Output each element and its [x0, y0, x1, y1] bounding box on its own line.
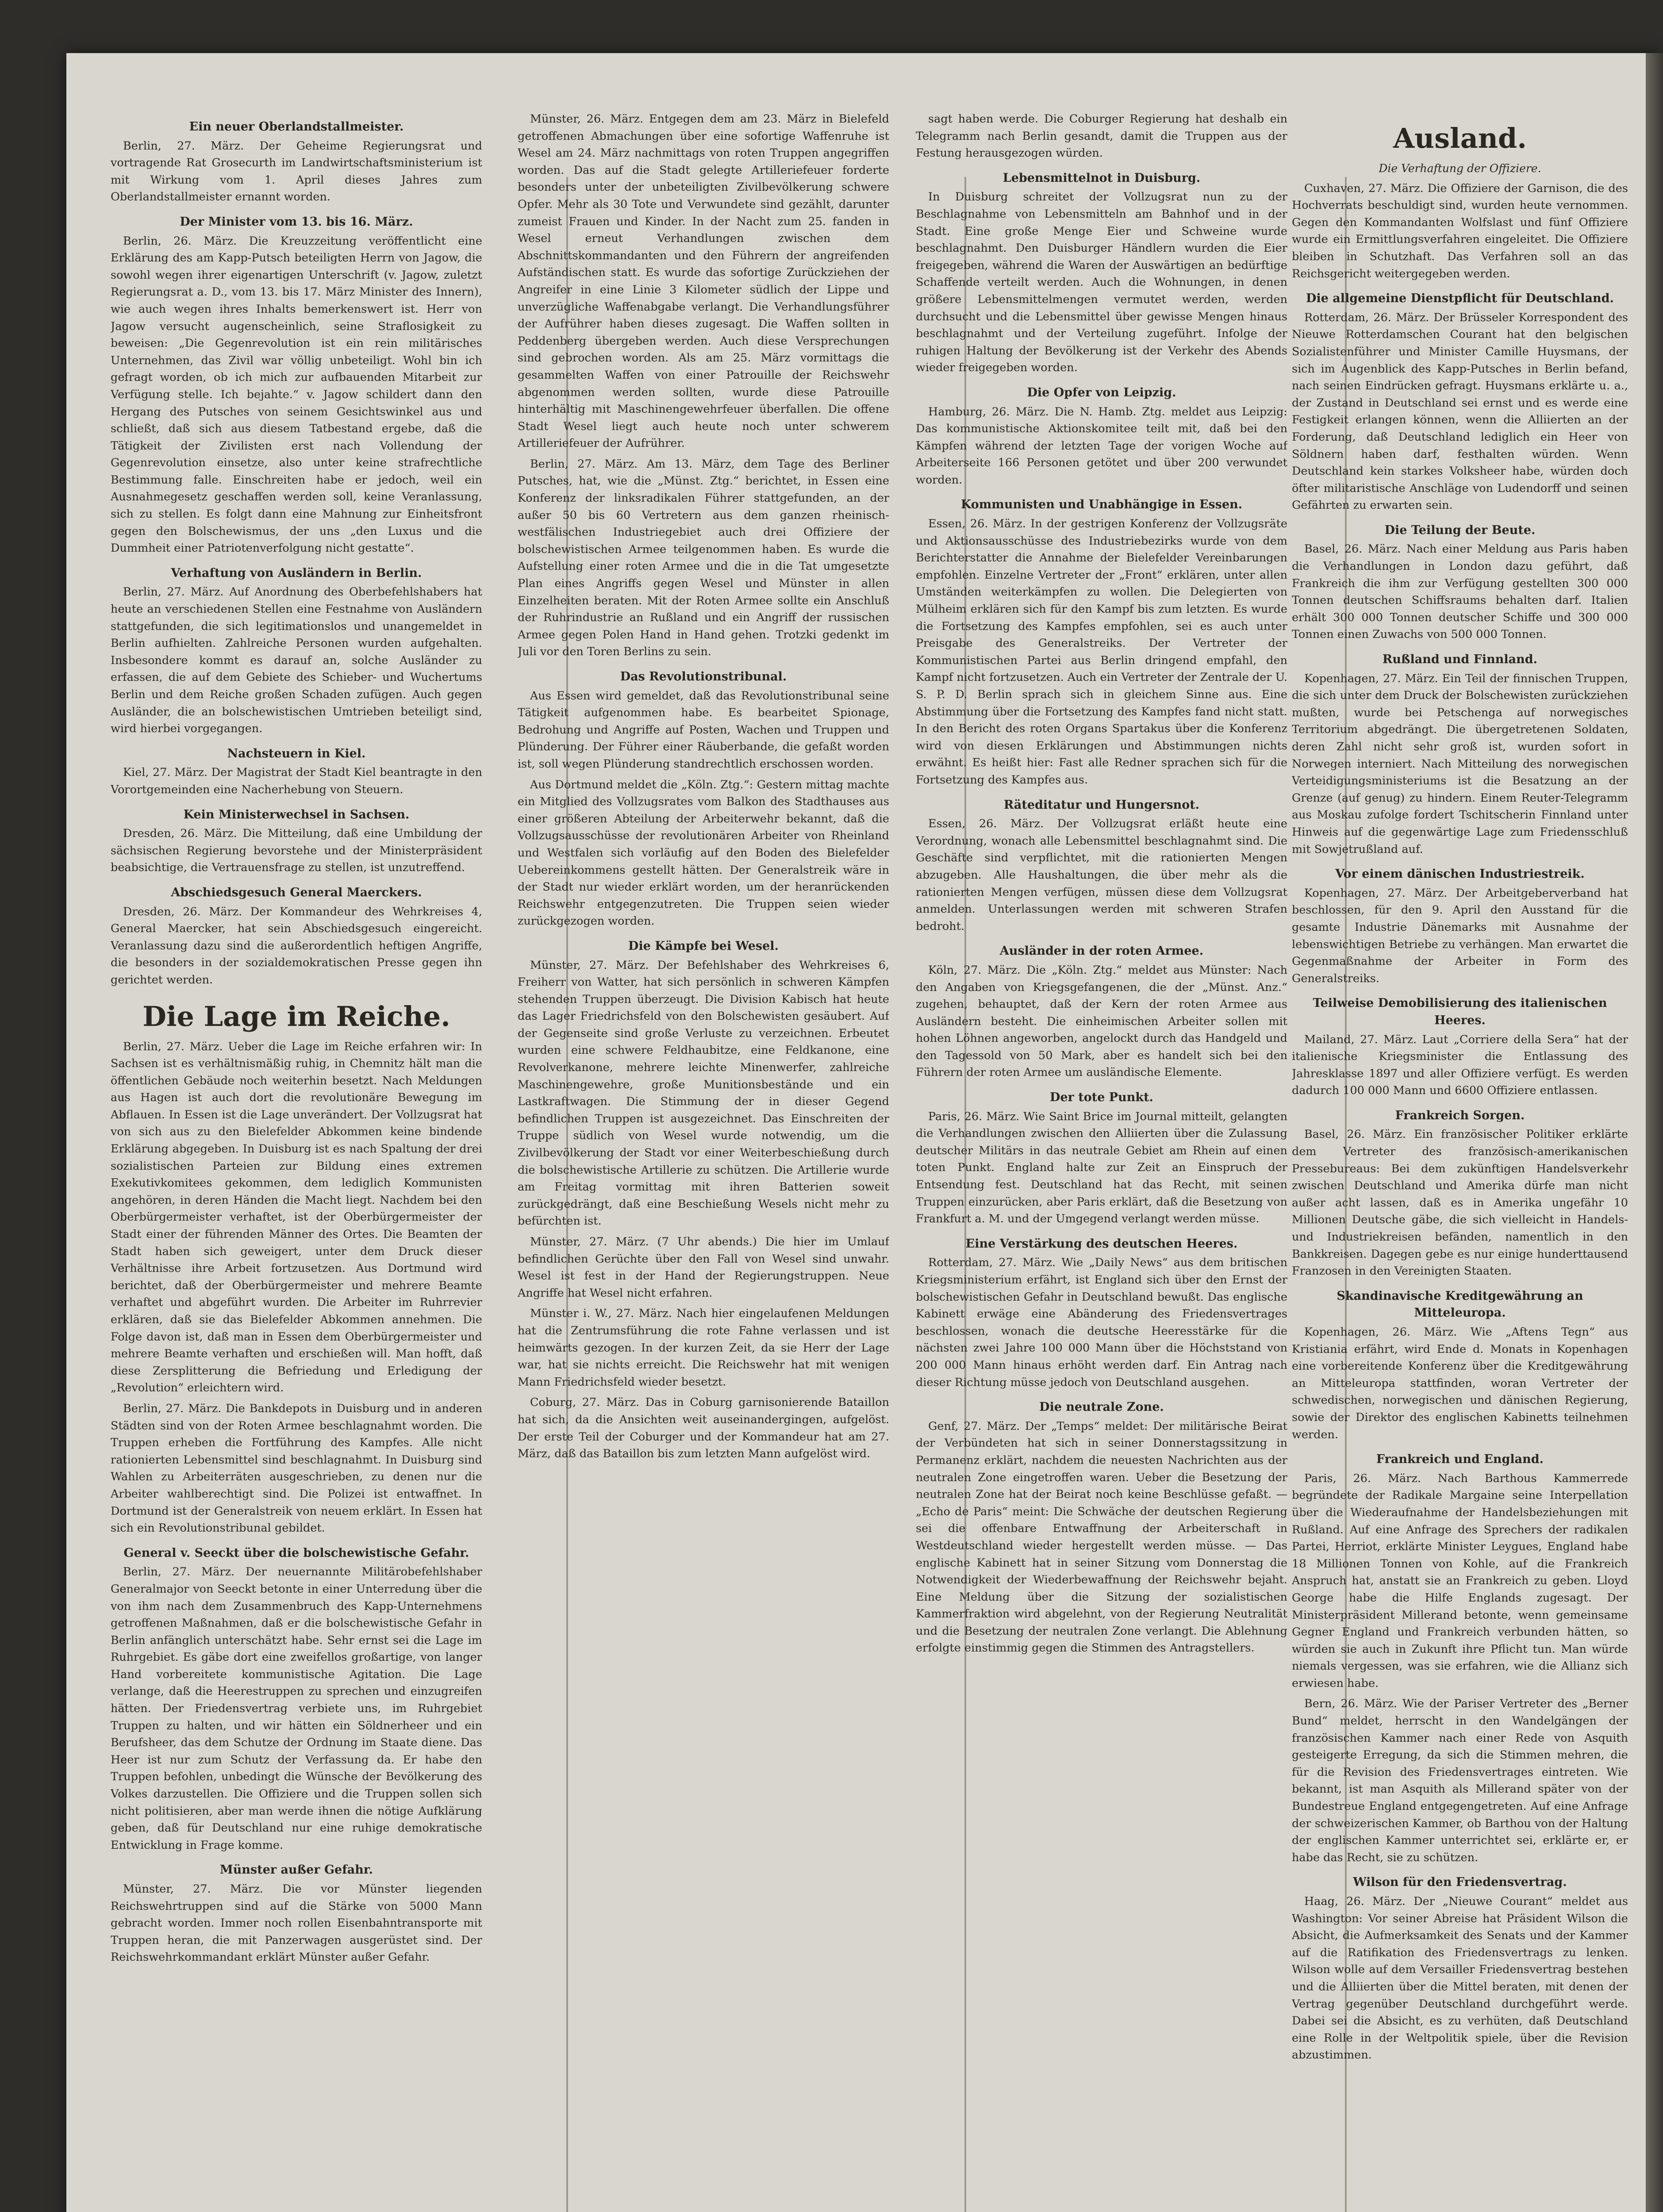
article-paragraph: sagt haben werde. Die Coburger Regierung hat deshalb ein Telegramm nach Berlin gesandt, damit die Truppen aus der Festung herausgezogen würden.	[916, 112, 1287, 160]
article-paragraph: Hamburg, 26. März. Die N. Hamb. Ztg. meldet aus Leipzig: Das kommunistische Aktionskomitee teilt mit, daß bei den Kämpfen während der letzten Tage der vorigen Woche auf Arbeiterseite 166 Personen getötet und über 200 verwundet worden.	[916, 405, 1287, 487]
article-headline: Ein neuer Oberlandstallmeister.	[189, 120, 404, 134]
article-headline: Verhaftung von Ausländern in Berlin.	[171, 566, 422, 580]
article-headline: Die allgemeine Dienstpflicht für Deutschland.	[1306, 292, 1614, 306]
article-paragraph: Rotterdam, 26. März. Der Brüsseler Korrespondent des Nieuwe Rotterdamschen Courant hat den belgischen Sozialistenführer und Minister Camille Huysmans, der sich im Augenblick des Kapp-Putsches in Berlin befand, nach seinen Eindrücken gefragt. Huysmans erklärte u. a., der Zustand in Deutschland sei ernst und es werde eine Festigkeit erlangen können, wenn die Alliierten an der Forderung, daß Deutschland lediglich ein Heer von Söldnern haben darf, festhalten würden. Wenn Deutschland kein starkes Volksheer habe, würden doch öfter militaristische Anschläge von Ludendorff und seinen Gefährten zu erwarten sein.	[1292, 311, 1628, 512]
article-paragraph: Köln, 27. März. Die „Köln. Ztg.“ meldet aus Münster: Nach den Angaben von Kriegsgefangenen, die der „Münst. Anz.“ zugehen, behauptet, daß der Kern der roten Armee aus Ausländern besteht. Die einheimischen Arbeiter sollen mit hohen Löhnen angeworben, angelockt durch das Handgeld und den Tagessold von 50 Mark, aber es handelt sich bei den Führern der roten Armee um ausländische Elemente.	[916, 963, 1287, 1079]
article-paragraph: Dresden, 26. März. Die Mitteilung, daß eine Umbildung der sächsischen Regierung bevorstehe und der Ministerpräsident beabsichtige, die Vertrauensfrage zu stellen, ist unzutreffend.	[111, 827, 482, 875]
article-paragraph: Münster, 27. März. Der Befehlshaber des Wehrkreises 6, Freiherr von Watter, hat sich persönlich in schweren Kämpfen stehenden Truppen überzeugt. Die Division Kabisch hat heute das Lager Friedrichsfeld von den Bolschewisten gesäubert. Auf der Gegenseite sind große Verluste zu verzeichnen. Erbeutet wurden eine schwere Feldhaubitze, eine Feldkanone, eine Revolverkanone, mehrere leichte Minenwerfer, zahlreiche Maschinengewehre, große Munitionsbestände und ein Lastkraftwagen. Die Stimmung der in dieser Gegend befindlichen Truppen ist ausgezeichnet. Das Einschreiten der Truppe südlich von Wesel wurde notwendig, um die Zivilbevölkerung der Stadt vor einer Weiterbeschießung durch die bolschewistische Artillerie zu schützen. Die Artillerie wurde am Freitag vormittag mit ihren Batterien soweit zurückgedrängt, daß eine Beschießung Wesels nicht mehr zu befürchten ist.	[518, 958, 889, 1228]
article-headline: Münster außer Gefahr.	[219, 1863, 373, 1877]
article-paragraph: Berlin, 27. März. Der Geheime Regierungsrat und vortragende Rat Grosecurth im Landwirtschaftsministerium ist mit Wirkung vom 1. April dieses Jahres zum Oberlandstallmeister ernannt worden.	[111, 139, 482, 204]
article-headline: Eine Verstärkung des deutschen Heeres.	[965, 1237, 1238, 1251]
article-headline: Ausländer in der roten Armee.	[999, 944, 1204, 958]
article-headline: Der Minister vom 13. bis 16. März.	[180, 215, 413, 229]
article-headline: Skandinavische Kreditgewährung an Mitteleuropa.	[1337, 1289, 1583, 1320]
article-headline: Lebensmittelnot in Duisburg.	[1002, 171, 1201, 185]
article-paragraph: Cuxhaven, 27. März. Die Offiziere der Garnison, die des Hochverrats beschuldigt sind, wurden heute vernommen. Gegen den Kommandanten Wolfslast und fünf Offiziere wurde ein Ermittlungsverfahren eingeleitet. Die Offiziere bleiben in Schutzhaft. Das Verfahren soll an das Reichsgericht weitergegeben werden.	[1292, 181, 1628, 280]
column-2	[518, 111, 889, 2212]
article-paragraph: Haag, 26. März. Der „Nieuwe Courant“ meldet aus Washington: Vor seiner Abreise hat Präsident Wilson die Absicht, die Aufmerksamkeit des Senats und der Kammer auf die Ratifikation des Friedensvertrags zu lenken. Wilson wolle auf dem Versailler Friedensvertrag bestehen und die Alliierten über die Mittel beraten, mit denen der Vertrag gegenüber Deutschland durchgeführt werde. Dabei sei die Absicht, es zu verhüten, daß Deutschland eine Rolle in der Weltpolitik spiele, über die Revision abzustimmen.	[1292, 1895, 1628, 2062]
article-headline: Die neutrale Zone.	[1039, 1400, 1164, 1414]
article-paragraph: Kopenhagen, 27. März. Der Arbeitgeberverband hat beschlossen, für den 9. April den Ausstand für die gesamte Industrie Dänemarks mit Ausnahme der lebenswichtigen Betriebe zu verhängen. Man erwartet die Gegenmaßnahme der Arbeiter in Form des Generalstreiks.	[1292, 886, 1628, 985]
article-headline: Räteditatur und Hungersnot.	[1003, 798, 1200, 812]
article-paragraph: Paris, 26. März. Nach Barthous Kammerrede begründete der Radikale Margaine seine Interpellation über die Wiederaufnahme der Handelsbeziehungen mit Rußland. Auf eine Anfrage des Sprechers der radikalen Partei, Herriot, erklärte Minister Leygues, England habe 18 Millionen Tonnen von Kohle, auf die Frankreich Anspruch hat, anstatt sie an Frankreich zu geben. Lloyd George habe die Hilfe Englands zugesagt. Der Ministerpräsident Millerand betonte, wenn gemeinsame Gegner England und Frankreich verbunden hätten, so würden sie auch in Zukunft ihre Pflicht tun. Man würde niemals vergessen, was sie erfahren, wie die Allianz sich erwiesen habe.	[1292, 1471, 1628, 1690]
article-headline: Kein Ministerwechsel in Sachsen.	[183, 807, 410, 822]
article-headline: Die Opfer von Leipzig.	[1027, 385, 1176, 399]
article-paragraph: Münster, 27. März. Die vor Münster liegenden Reichswehrtruppen sind auf die Stärke von 5000 Mann gebracht worden. Immer noch rollen Eisenbahntransporte mit Truppen heran, die mit Panzerwagen ausgerüstet sind. Der Reichswehrkommandant erklärt Münster außer Gefahr.	[111, 1882, 482, 1964]
article-paragraph: Münster, 27. März. (7 Uhr abends.) Die hier im Umlauf befindlichen Gerüchte über den Fall von Wesel sind unwahr. Wesel ist fest in der Hand der Regierungstruppen. Neue Angriffe hat Wesel nicht erfahren.	[518, 1235, 889, 1300]
article-headline: General v. Seeckt über die bolschewistische Gefahr.	[123, 1546, 469, 1560]
article-paragraph: Aus Essen wird gemeldet, daß das Revolutionstribunal seine Tätigkeit aufgenommen habe. Es bearbeitet Spionage, Bedrohung und Angriffe auf Posten, Wachen und Truppen und Plünderung. Der Führer einer Räuberbande, die gefaßt worden ist, soll wegen Plünderung standrechtlich erschossen worden.	[518, 689, 889, 771]
article-paragraph: Kopenhagen, 26. März. Wie „Aftens Tegn“ aus Kristiania erfährt, wird Ende d. Monats in Kopenhagen eine vorbereitende Konferenz über die Kreditgewährung an Mitteleuropa stattfinden, woran Vertreter der schwedischen, norwegischen und dänischen Regierung, sowie der Direktor des englischen Kabinetts teilnehmen werden.	[1292, 1325, 1628, 1441]
column-4	[1292, 111, 1628, 2212]
article-paragraph: Berlin, 26. März. Die Kreuzzeitung veröffentlicht eine Erklärung des am Kapp-Putsch beteiligten Herrn von Jagow, die sowohl wegen ihrer eigenartigen Unterschrift (v. Jagow, zuletzt Regierungsrat a. D., vom 13. bis 17. März Minister des Innern), wie auch wegen ihres Inhalts bemerkenswert ist. Herr von Jagow versucht augenscheinlich, seine Straflosigkeit zu beweisen: „Die Gegenrevolution ist ein rein militärisches Unternehmen, das Zivil war völlig unbeteiligt. Wohl bin ich gefragt worden, ob ich mich zur aufbauenden Mitarbeit zur Verfügung stelle. Ich bejahte.“ v. Jagow schildert dann den Hergang des Putsches von seinem Gesichtswinkel aus und schließt, daß sich aus diesem Tatbestand ergebe, daß die Tätigkeit der Zivilisten erst nach Vollendung der Gegenrevolution einsetze, also unter keine strafrechtliche Bestimmung falle. Einschreiten habe er jedoch, weil ein Ausnahmegesetz geschaffen werden soll, keine Veranlassung, sich zu stellen. Es folgt dann eine Mahnung zur Einheitsfront gegen den Bolschewismus, der uns „den Luxus und die Dummheit einer Patriotenverfolgung nicht gestatte“.	[111, 234, 482, 555]
article-paragraph: Essen, 26. März. In der gestrigen Konferenz der Vollzugsräte und Aktionsausschüsse des Industriebezirks wurde von dem Berichterstatter die Annahme der Bielefelder Vereinbarungen empfohlen. Einzelne Vertreter der „Front“ erklären, unter allen Umständen weiterkämpfen zu wollen. Die Delegierten von Mülheim erklären sich für den Kampf bis zum letzten. Es wurde die Fortsetzung des Kampfes empfohlen, sei es auch unter Preisgabe des Generalstreiks. Der Vertreter der Kommunistischen Partei aus Berlin dringend empfahl, den Kampf nicht fortzusetzen. Auch ein Vertreter der Zentrale der U. S. P. D. Berlin sprach sich in gleichem Sinne aus. Eine Abstimmung über die Fortsetzung des Kampfes fand nicht statt. In den Bericht des roten Organs Spartakus über die Konferenz wird von diesen Erklärungen und Abstimmungen nichts erwähnt. Es heißt hier: Fast alle Redner sprachen sich für die Fortsetzung des Kampfes aus.	[916, 517, 1287, 787]
article-paragraph: Kopenhagen, 27. März. Ein Teil der finnischen Truppen, die sich unter dem Druck der Bolschewisten zurückziehen mußten, wurde bei Petschenga auf norwegisches Territorium abgedrängt. Die übergetretenen Soldaten, deren Zahl nicht sehr groß ist, wurden sofort in Norwegen interniert. Nach Mitteilung des norwegischen Verteidigungsministeriums ist die Besatzung an der Grenze (auf genug) zu hindern. Einem Reuter-Telegramm aus Moskau zufolge fordert Tschitscherin Finnland unter Hinweis auf die gegenwärtige Lage zum Friedensschluß mit Sowjetrußland auf.	[1292, 672, 1628, 856]
article-paragraph: Basel, 26. März. Ein französischer Politiker erklärte dem Vertreter des französisch-amerikanischen Pressebureaus: Bei dem zukünftigen Handelsverkehr zwischen Deutschland und Amerika dürfe man nicht außer acht lassen, daß es in Amerika ungefähr 10 Millionen Deutsche gäbe, die sich vielleicht in Handels- und Industriekreisen befänden, namentlich in den Bankkreisen. Dagegen gebe es nur einige hunderttausend Franzosen in den Vereinigten Staaten.	[1292, 1128, 1628, 1278]
article-paragraph: Dresden, 26. März. Der Kommandeur des Wehrkreises 4, General Maercker, hat sein Abschiedsgesuch eingereicht. Veranlassung dazu sind die außerordentlich heftigen Angriffe, die besonders in der sozialdemokratischen Presse gegen ihn gerichtet werden.	[111, 905, 482, 987]
article-paragraph: Kiel, 27. März. Der Magistrat der Stadt Kiel beantragte in den Vorortgemeinden eine Nacherhebung von Steuern.	[111, 766, 482, 796]
article-headline: Kommunisten und Unabhängige in Essen.	[960, 498, 1243, 512]
article-headline: Der tote Punkt.	[1050, 1091, 1153, 1105]
article-paragraph: Genf, 27. März. Der „Temps“ meldet: Der militärische Beirat der Verbündeten hat sich in seiner Donnerstagssitzung in Permanenz erklärt, nachdem die neuesten Nachrichten aus der neutralen Zone eingetroffen waren. Ueber die Besetzung der neutralen Zone hat der Beirat noch keine Beschlüsse gefaßt. — „Echo de Paris“ meint: Die Schwäche der deutschen Regierung sei die offenbare Entwaffnung der Arbeiterschaft in Westdeutschland wieder hergestellt werden müsse. — Das englische Kabinett hat in seiner Sitzung vom Donnerstag die Notwendigkeit der Wiederbewaffnung der Reichswehr bejaht. Eine Meldung über die Sitzung der sozialistischen Kammerfraktion wird abgelehnt, von der Regierung Neutralität und die Besetzung der neutralen Zone verlangt. Die Ablehnung erfolgte einstimmig gegen die Stimmen des Antragstellers.	[916, 1419, 1287, 1655]
article-headline: Rußland und Finnland.	[1382, 653, 1538, 667]
article-headline: Die Teilung der Beute.	[1384, 523, 1536, 537]
article-paragraph: Mailand, 27. März. Laut „Corriere della Sera“ hat der italienische Kriegsminister die Entlassung des Jahresklasse 1897 und aller Offiziere verfügt. Es werden dadurch 100 000 Mann und 6600 Offiziere entlassen.	[1292, 1033, 1628, 1098]
book-edge	[1646, 53, 1663, 2212]
article-headline: Vor einem dänischen Industriestreik.	[1335, 867, 1585, 881]
article-paragraph: Münster i. W., 27. März. Nach hier eingelaufenen Meldungen hat die Zentrumsführung die rote Fahne verlassen und ist heimwärts gezogen. In der kurzen Zeit, da sie Herr der Lage war, hat sie nichts erreicht. Die Reichswehr hat mit wenigen Mann Friedrichsfeld wieder besetzt.	[518, 1307, 889, 1389]
article-paragraph: Coburg, 27. März. Das in Coburg garnisonierende Bataillon hat sich, da die Ansichten weit auseinandergingen, aufgelöst. Der erste Teil der Coburger und der Kommandeur hat am 27. März, daß das Bataillon bis zum letzten Mann aufgelöst wird.	[518, 1396, 889, 1461]
article-paragraph: Berlin, 27. März. Der neuernannte Militärobefehlshaber Generalmajor von Seeckt betonte in einer Unterredung über die von ihm nach dem Zusammenbruch des Kapp-Unternehmens getroffenen Maßnahmen, daß er die bolschewistische Gefahr in Berlin anfänglich unterschätzt habe. Sehr ernst sei die Lage im Ruhrgebiet. Es gäbe dort eine zweifellos großartige, von langer Hand vorbereitete kommunistische Agitation. Die Lage verlange, daß die Heerestruppen zu sprechen und einzugreifen hätten. Der Friedensvertrag verbiete uns, im Ruhrgebiet Truppen zu halten, und wir hätten ein Söldnerheer und ein Berufsheer, das dem Schutze der Ordnung im Staate diene. Das Heer ist nur zum Schutz der Verfassung da. Er habe den Truppen befohlen, unbedingt die Wünsche der Bevölkerung des Volkes darzustellen. Die Offiziere und die Truppen sollen sich nicht politisieren, aber man werde ihnen die nötige Aufklärung geben, daß für Deutschland nur eine ruhige demokratische Entwicklung in Frage komme.	[111, 1565, 482, 1852]
section-heading: Die Lage im Reiche.	[142, 1000, 450, 1033]
article-headline: Das Revolutionstribunal.	[620, 670, 787, 684]
article-paragraph: Berlin, 27. März. Am 13. März, dem Tage des Berliner Putsches, hat, wie die „Münst. Ztg.“ berichtet, in Essen eine Konferenz der linksradikalen Führer stattgefunden, an der außer 50 bis 60 Vertretern aus dem ganzen rheinisch-westfälischen Industriegebiet auch drei Offiziere der bolschewistischen Armee teilgenommen haben. Es wurde die Aufstellung einer roten Armee und die in die Tat umgesetzte Plan eines Angriffs gegen Wesel und Münster in allen Einzelheiten beraten. Mit der Roten Armee sollte ein Anschluß der Ruhrindustrie an Rußland und ein Angriff der russischen Armee gegen Polen Hand in Hand gehen. Trotzki gedenkt im Juli vor den Toren Berlins zu sein.	[518, 457, 889, 659]
article-headline: Teilweise Demobilisierung des italienischen Heeres.	[1313, 996, 1607, 1027]
article-headline: Wilson für den Friedensvertrag.	[1353, 1875, 1567, 1889]
article-paragraph: Aus Dortmund meldet die „Köln. Ztg.“: Gestern mittag machte ein Mitglied des Vollzugsrates vom Balkon des Stadthauses aus einer größeren Abteilung der Arbeiterwehr bekannt, daß die Vollzugsausschüsse der revolutionären Arbeiter von Rheinland und Westfalen sich vorläufig auf den Boden des Bielefelder Uebereinkommens gestellt hätten. Der Generalstreik wäre in der Stadt nur wieder erklärt worden, um der heranrückenden Reichswehr entgegenzutreten. Die Truppen seien wieder zurückgezogen worden.	[518, 778, 889, 928]
column-3	[916, 111, 1287, 2212]
article-paragraph: Berlin, 27. März. Ueber die Lage im Reiche erfahren wir: In Sachsen ist es verhältnismäßig ruhig, in Chemnitz hält man die öffentlichen Gebäude noch weiterhin besetzt. Nach Meldungen aus Hagen ist auch dort die revolutionäre Bewegung im Abflauen. In Essen ist die Lage unverändert. Der Vollzugsrat hat von sich aus zu den Bielefelder Abkommen keine bindende Erklärung abgegeben. In Duisburg ist es nach Spaltung der drei sozialistischen Parteien zur Bildung eines extremen Exekutivkomitees gekommen, dem lediglich Kommunisten angehören, in deren Händen die Macht liegt. Nachdem bei den Oberbürgermeister verhaftet, ist der Oberbürgermeister der Stadt einer der führenden Männer des Ortes. Die Beamten der Stadt haben sich geweigert, unter dem Druck dieser Verhältnisse ihre Arbeit fortzusetzen. Aus Dortmund wird berichtet, daß der Oberbürgermeister und mehrere Beamte verhaftet und abgeführt wurden. Die Arbeiter im Ruhrrevier erklären, daß sie das Bielefelder Abkommen annehmen. Die Folge davon ist, daß man in Essen dem Oberbürgermeister und mehrere Beamte verhaften und erschießen will. Man hofft, daß diese Zersplitterung die Befriedung und Erledigung der „Revolution“ erleichtern wird.	[111, 1040, 482, 1395]
article-headline: Abschiedsgesuch General Maerckers.	[171, 885, 422, 899]
article-paragraph: In Duisburg schreitet der Vollzugsrat nun zu der Beschlagnahme von Lebensmitteln am Bahnhof und in der Stadt. Eine große Menge Eier und Schweine wurde beschlagnahmt. Den Duisburger Händlern wurden die Eier freigegeben, während die Waren der Auswärtigen an bedürftige Schaffende verteilt werden. Auch die Wohnungen, in denen größere Lebensmittelmengen vermutet werden, werden durchsucht und die Lebensmittel über gewisse Mengen hinaus beschlagnahmt und der Verteilung zugeführt. Infolge der ruhigen Haltung der Bevölkerung ist der Verkehr des Abends wieder freigegeben worden.	[916, 190, 1287, 375]
article-headline: Die Verhaftung der Offiziere.	[1379, 162, 1541, 175]
article-headline: Frankreich Sorgen.	[1395, 1108, 1525, 1122]
article-paragraph: Münster, 26. März. Entgegen dem am 23. März in Bielefeld getroffenen Abmachungen über eine sofortige Waffenruhe ist Wesel am 24. März nachmittags von roten Truppen angegriffen worden. Das auf die Stadt gelegte Artilleriefeuer forderte besonders unter der unbeteiligten Zivilbevölkerung schwere Opfer. Mehr als 30 Tote und Verwundete sind gezählt, darunter zumeist Frauen und Kinder. In der Nacht zum 25. fanden in Wesel erneut Verhandlungen zwischen dem Abschnittskommandanten und den Führern der angreifenden Aufständischen statt. Es wurde das sofortige Zurückziehen der Angreifer in eine Linie 3 Kilometer südlich der Lippe und unverzügliche Waffenabgabe verlangt. Die Verhandlungsführer der Aufrührer haben dieses zugesagt. Die Waffen sollten in Peddenberg übergeben werden. Auch diese Versprechungen sind gebrochen worden. Als am 25. März vormittags die gesammelten Waffen von einer Patrouille der Reichswehr abgenommen werden sollten, wurde diese Patrouille hinterhältig mit Maschinengewehrfeuer überfallen. Die offene Stadt Wesel liegt auch heute noch unter schwerem Artilleriefeuer der Aufrührer.	[518, 112, 889, 450]
article-paragraph: Essen, 26. März. Der Vollzugsrat erläßt heute eine Verordnung, wonach alle Lebensmittel beschlagnahmt sind. Die Geschäfte sind verpflichtet, mit die rationierten Mengen abzugeben. Alle Haushaltungen, die über mehr als die rationierten Mengen verfügen, müssen diese dem Vollzugsrat anmelden. Unterlassungen werden mit schweren Strafen bedroht.	[916, 817, 1287, 933]
article-paragraph: Basel, 26. März. Nach einer Meldung aus Paris haben die Verhandlungen in London dazu geführt, daß Frankreich die ihm zur Verfügung gestellten 300 000 Tonnen deutschen Schiffsraums behalten darf. Italien erhält 300 000 Tonnen deutscher Schiffe und 300 000 Tonnen einen Zuwachs von 500 000 Tonnen.	[1292, 542, 1628, 641]
column-1	[111, 111, 482, 2212]
article-paragraph: Berlin, 27. März. Die Bankdepots in Duisburg und in anderen Städten sind von der Roten Armee beschlagnahmt worden. Die Truppen erheben die Fortführung des Kampfes. Alle nicht rationierten Lebensmittel sind beschlagnahmt. In Duisburg sind Wahlen zu Arbeiterräten ausgeschrieben, zu denen nur die Arbeiter wahlberechtigt sind. Die Polizei ist entwaffnet. In Dortmund ist der Generalstreik von neuem erklärt. In Essen hat sich ein Revolutionstribunal gebildet.	[111, 1402, 482, 1535]
article-paragraph: Bern, 26. März. Wie der Pariser Vertreter des „Berner Bund“ meldet, herrscht in den Wandelgängen der französischen Kammer nach einer Rede von Asquith gesteigerte Erregung, da sich die Stimmen mehren, die für die Revision des Friedensvertrages eintreten. Wie bekannt, ist man Asquith als Millerand später von der Bundestreue England entgegengetreten. Auf eine Anfrage der schweizerischen Kammer, ob Barthou von der Haltung der englischen Kammer unterrichtet sei, erklärte er, er habe das Recht, sie zu schützen.	[1292, 1697, 1628, 1864]
section-heading: Ausland.	[1393, 122, 1527, 154]
article-headline: Frankreich und England.	[1376, 1452, 1544, 1467]
article-paragraph: Paris, 26. März. Wie Saint Brice im Journal mitteilt, gelangten die Verhandlungen zwischen den Alliierten über die Zulassung deutscher Militärs in das neutrale Gebiet am Rhein auf einen toten Punkt. England halte zur Zeit an Einspruch der Entsendung fest. Deutschland hat das Recht, mit seinen Truppen einzurücken, aber Paris erklärt, daß die Besetzung von Frankfurt a. M. und der Umgegend verlangt werden müsse.	[916, 1110, 1287, 1226]
article-headline: Die Kämpfe bei Wesel.	[628, 939, 779, 953]
article-headline: Nachsteuern in Kiel.	[227, 746, 366, 760]
article-paragraph: Rotterdam, 27. März. Wie „Daily News“ aus dem britischen Kriegsministerium erfährt, ist England sich über den Ernst der bolschewistischen Gefahr in Deutschland bewußt. Das englische Kabinett erwäge eine Abänderung des Friedensvertrages beschlossen, wonach die deutsche Heeresstärke für die nächsten zwei Jahre 100 000 Mann über die Höchststand von 200 000 Mann hinaus erhöht werden darf. Ein Antrag nach dieser Richtung müsse jedoch von Deutschland ausgehen.	[916, 1256, 1287, 1389]
article-paragraph: Berlin, 27. März. Auf Anordnung des Oberbefehlshabers hat heute an verschiedenen Stellen eine Festnahme von Ausländern stattgefunden, die sich legitimationslos und unangemeldet in Berlin aufhielten. Zahlreiche Personen wurden aufgehalten. Insbesondere kommt es darauf an, solche Ausländer zu erfassen, die auf dem Gebiete des Schieber- und Wuchertums Berlin und dem Reiche großen Schaden zufügen. Auch gegen Ausländer, die an bolschewistischen Umtrieben beteiligt sind, wird hierbei vorgegangen.	[111, 585, 482, 736]
